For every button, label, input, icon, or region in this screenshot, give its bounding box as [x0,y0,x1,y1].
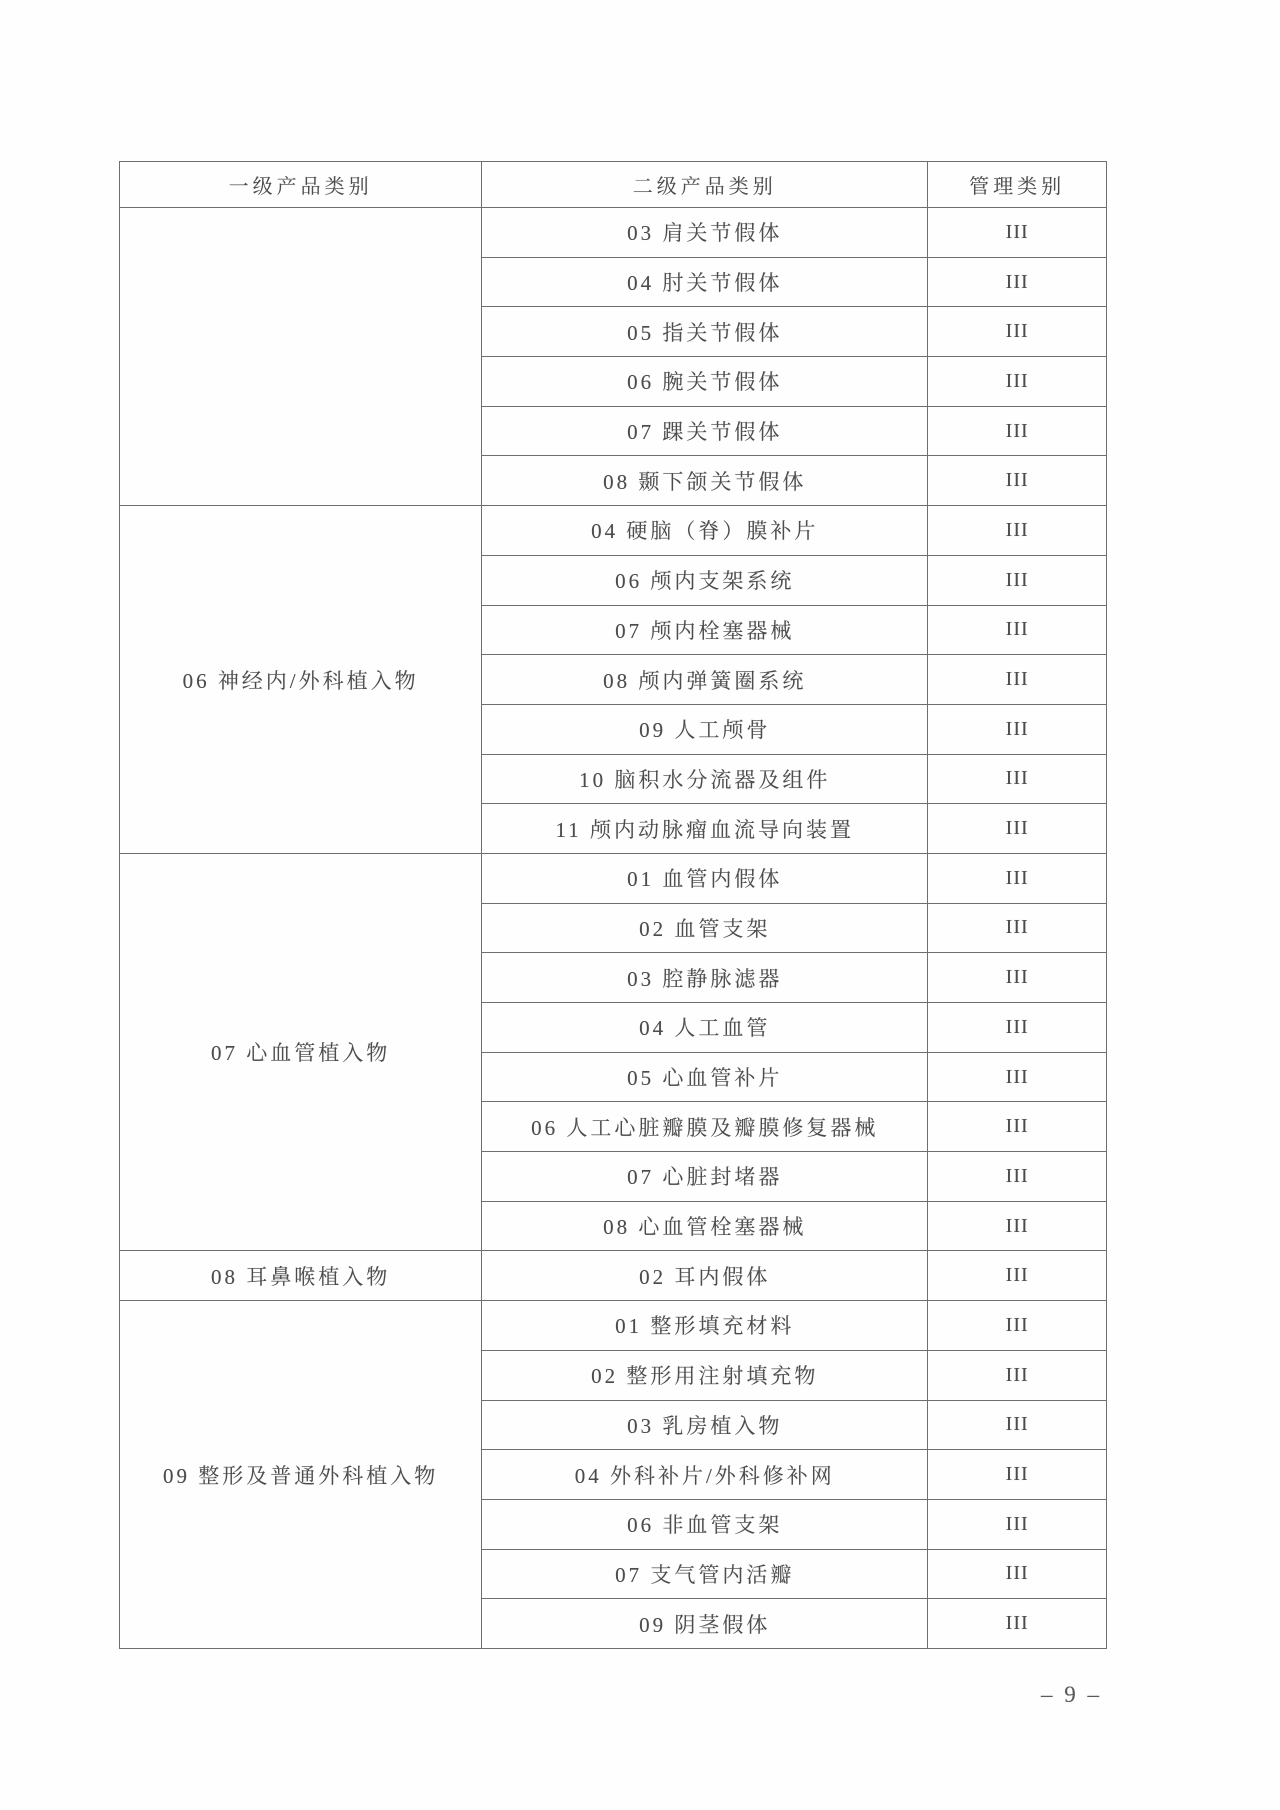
management-class-cell: III [928,1152,1107,1202]
header-row [120,162,1107,208]
management-class-cell: III [928,1052,1107,1102]
management-class-cell: III [928,804,1107,854]
table-row [120,1251,1107,1301]
management-class-cell: III [928,1499,1107,1549]
level2-category-cell: 03 腔静脉滤器 [482,953,928,1003]
management-class-cell: III [928,257,1107,307]
management-class-cell: III [928,456,1107,506]
level2-category-cell: 06 颅内支架系统 [482,555,928,605]
level2-category-cell: 05 指关节假体 [482,307,928,357]
management-class-cell: III [928,1350,1107,1400]
management-class-cell: III [928,704,1107,754]
level2-category-cell: 01 整形填充材料 [482,1301,928,1351]
level1-category-cell: 09 整形及普通外科植入物 [120,1301,482,1649]
management-class-cell: III [928,1251,1107,1301]
table-body [120,208,1107,1649]
management-class-cell: III [928,853,1107,903]
management-class-cell: III [928,1201,1107,1251]
level2-category-cell: 06 腕关节假体 [482,357,928,407]
level2-category-cell: 08 颅内弹簧圈系统 [482,655,928,705]
management-class-cell: III [928,1301,1107,1351]
level2-category-cell: 07 颅内栓塞器械 [482,605,928,655]
level1-category-cell: 07 心血管植入物 [120,853,482,1251]
management-class-cell: III [928,1102,1107,1152]
header-level1-category: 一级产品类别 [120,162,482,208]
management-class-cell: III [928,208,1107,258]
page-number: – 9 – [1041,1682,1102,1707]
level2-category-cell: 03 肩关节假体 [482,208,928,258]
table-header [120,162,1107,208]
level2-category-cell: 07 心脏封堵器 [482,1152,928,1202]
level2-category-cell: 04 硬脑（脊）膜补片 [482,506,928,556]
level2-category-cell: 09 阴茎假体 [482,1599,928,1649]
level2-category-cell: 08 颞下颌关节假体 [482,456,928,506]
management-class-cell: III [928,953,1107,1003]
management-class-cell: III [928,555,1107,605]
level2-category-cell: 07 支气管内活瓣 [482,1549,928,1599]
level2-category-cell: 04 人工血管 [482,1003,928,1053]
level2-category-cell: 02 耳内假体 [482,1251,928,1301]
management-class-cell: III [928,1003,1107,1053]
level2-category-cell: 03 乳房植入物 [482,1400,928,1450]
management-class-cell: III [928,506,1107,556]
level2-category-cell: 02 整形用注射填充物 [482,1350,928,1400]
table-row [120,506,1107,556]
product-classification-table [119,161,1107,1649]
management-class-cell: III [928,605,1107,655]
table-row [120,1301,1107,1351]
level2-category-cell: 06 非血管支架 [482,1499,928,1549]
header-management-class: 管理类别 [928,162,1107,208]
level2-category-cell: 10 脑积水分流器及组件 [482,754,928,804]
management-class-cell: III [928,1400,1107,1450]
management-class-cell: III [928,357,1107,407]
level1-category-cell [120,208,482,506]
level1-category-cell: 06 神经内/外科植入物 [120,506,482,854]
management-class-cell: III [928,1549,1107,1599]
table-row [120,208,1107,258]
management-class-cell: III [928,1450,1107,1500]
management-class-cell: III [928,903,1107,953]
management-class-cell: III [928,1599,1107,1649]
level1-category-cell: 08 耳鼻喉植入物 [120,1251,482,1301]
management-class-cell: III [928,754,1107,804]
level2-category-cell: 09 人工颅骨 [482,704,928,754]
level2-category-cell: 06 人工心脏瓣膜及瓣膜修复器械 [482,1102,928,1152]
header-level2-category: 二级产品类别 [482,162,928,208]
level2-category-cell: 04 肘关节假体 [482,257,928,307]
level2-category-cell: 05 心血管补片 [482,1052,928,1102]
level2-category-cell: 07 踝关节假体 [482,406,928,456]
table-row [120,853,1107,903]
management-class-cell: III [928,406,1107,456]
level2-category-cell: 08 心血管栓塞器械 [482,1201,928,1251]
level2-category-cell: 11 颅内动脉瘤血流导向装置 [482,804,928,854]
level2-category-cell: 01 血管内假体 [482,853,928,903]
level2-category-cell: 02 血管支架 [482,903,928,953]
management-class-cell: III [928,655,1107,705]
management-class-cell: III [928,307,1107,357]
level2-category-cell: 04 外科补片/外科修补网 [482,1450,928,1500]
